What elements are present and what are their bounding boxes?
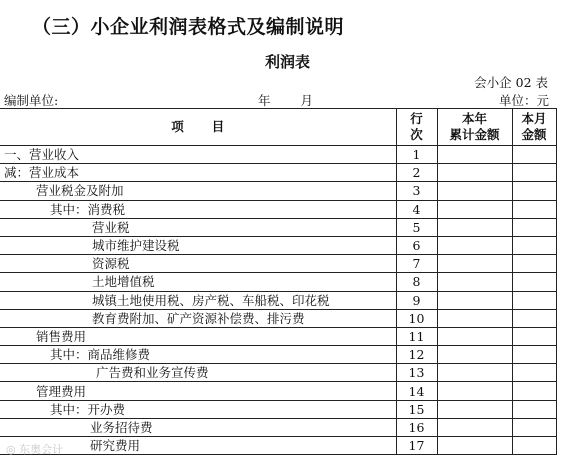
document-heading: （三）小企业利润表格式及编制说明	[32, 16, 345, 38]
header-month-amount	[512, 109, 556, 146]
row-month-amount-cell[interactable]	[512, 382, 556, 400]
table-row	[0, 255, 556, 273]
header-ytd-1: 本年	[461, 111, 487, 126]
row-month-amount-cell[interactable]	[512, 291, 556, 309]
row-month-amount-cell[interactable]	[512, 309, 556, 327]
row-line-number: 17	[396, 437, 437, 455]
row-line-number: 14	[396, 382, 437, 400]
row-ytd-amount-cell[interactable]	[437, 182, 512, 200]
row-item-label: 其中：消费税	[0, 200, 396, 218]
table-header-row	[0, 109, 556, 146]
row-ytd-amount-cell[interactable]	[437, 309, 512, 327]
form-code: 会小企 02 表	[474, 75, 548, 90]
row-ytd-amount-cell[interactable]	[437, 273, 512, 291]
watermark-logo: ◎ 东奥会计	[6, 443, 64, 456]
row-ytd-amount-cell[interactable]	[437, 218, 512, 236]
row-ytd-amount-cell[interactable]	[437, 437, 512, 455]
table-row	[0, 364, 556, 382]
header-ytd-amount	[437, 109, 512, 146]
statement-meta	[4, 91, 549, 107]
row-line-number: 12	[396, 346, 437, 364]
month-label: 月	[300, 93, 314, 108]
row-ytd-amount-cell[interactable]	[437, 327, 512, 345]
row-ytd-amount-cell[interactable]	[437, 364, 512, 382]
row-item-label: 管理费用	[0, 382, 396, 400]
row-month-amount-cell[interactable]	[512, 255, 556, 273]
row-line-number: 6	[396, 236, 437, 254]
row-item-label: 销售费用	[0, 327, 396, 345]
header-line-no-2: 次	[410, 127, 423, 142]
row-month-amount-cell[interactable]	[512, 164, 556, 182]
table-row	[0, 218, 556, 236]
header-item: 项目	[0, 109, 396, 146]
year-label: 年	[258, 93, 271, 108]
row-ytd-amount-cell[interactable]	[437, 146, 512, 164]
row-item-label: 营业税	[0, 218, 396, 236]
row-month-amount-cell[interactable]	[512, 400, 556, 418]
table-row	[0, 382, 556, 400]
table-row	[0, 309, 556, 327]
row-line-number: 16	[396, 418, 437, 436]
row-item-label: 城市维护建设税	[0, 236, 396, 254]
row-line-number: 10	[396, 309, 437, 327]
header-month-2: 金额	[521, 127, 547, 142]
row-line-number: 1	[396, 146, 437, 164]
row-line-number: 11	[396, 327, 437, 345]
row-line-number: 8	[396, 273, 437, 291]
table-row	[0, 146, 556, 164]
period-date	[228, 91, 313, 109]
table-row	[0, 400, 556, 418]
row-line-number: 5	[396, 218, 437, 236]
table-row	[0, 437, 556, 455]
header-ytd-2: 累计金额	[449, 127, 500, 142]
row-item-label: 资源税	[0, 255, 396, 273]
income-statement-table	[0, 108, 557, 455]
row-item-label: 减：营业成本	[0, 164, 396, 182]
row-month-amount-cell[interactable]	[512, 182, 556, 200]
row-line-number: 13	[396, 364, 437, 382]
row-item-label: 广告费和业务宣传费	[0, 364, 396, 382]
header-month-1: 本月	[521, 111, 547, 126]
row-line-number: 4	[396, 200, 437, 218]
row-month-amount-cell[interactable]	[512, 327, 556, 345]
row-ytd-amount-cell[interactable]	[437, 291, 512, 309]
row-item-label: 一、营业收入	[0, 146, 396, 164]
row-ytd-amount-cell[interactable]	[437, 164, 512, 182]
row-item-label: 业务招待费	[0, 418, 396, 436]
row-item-label: 土地增值税	[0, 273, 396, 291]
row-month-amount-cell[interactable]	[512, 236, 556, 254]
row-item-label: 城镇土地使用税、房产税、车船税、印花税	[0, 291, 396, 309]
row-item-label: 其中：商品维修费	[0, 346, 396, 364]
table-row	[0, 200, 556, 218]
row-line-number: 2	[396, 164, 437, 182]
row-ytd-amount-cell[interactable]	[437, 418, 512, 436]
row-month-amount-cell[interactable]	[512, 273, 556, 291]
currency-unit: 单位：元	[498, 93, 549, 108]
row-ytd-amount-cell[interactable]	[437, 236, 512, 254]
header-line-no-1: 行	[410, 111, 423, 126]
row-item-label: 教育费附加、矿产资源补偿费、排污费	[0, 309, 396, 327]
row-ytd-amount-cell[interactable]	[437, 200, 512, 218]
row-ytd-amount-cell[interactable]	[437, 400, 512, 418]
row-month-amount-cell[interactable]	[512, 146, 556, 164]
row-month-amount-cell[interactable]	[512, 346, 556, 364]
table-row	[0, 327, 556, 345]
row-line-number: 15	[396, 400, 437, 418]
row-ytd-amount-cell[interactable]	[437, 382, 512, 400]
row-line-number: 3	[396, 182, 437, 200]
row-month-amount-cell[interactable]	[512, 437, 556, 455]
row-item-label: 研究费用	[0, 437, 396, 455]
row-line-number: 9	[396, 291, 437, 309]
row-ytd-amount-cell[interactable]	[437, 346, 512, 364]
row-month-amount-cell[interactable]	[512, 418, 556, 436]
row-month-amount-cell[interactable]	[512, 218, 556, 236]
row-month-amount-cell[interactable]	[512, 200, 556, 218]
row-item-label: 营业税金及附加	[0, 182, 396, 200]
table-row	[0, 273, 556, 291]
row-line-number: 7	[396, 255, 437, 273]
row-ytd-amount-cell[interactable]	[437, 255, 512, 273]
statement-title: 利润表	[264, 53, 310, 71]
table-row	[0, 164, 556, 182]
table-row	[0, 418, 556, 436]
header-line-no	[396, 109, 437, 146]
table-row	[0, 346, 556, 364]
row-item-label: 其中：开办费	[0, 400, 396, 418]
preparer-unit-label: 编制单位:	[4, 93, 59, 108]
row-month-amount-cell[interactable]	[512, 364, 556, 382]
table-row	[0, 182, 556, 200]
table-row	[0, 236, 556, 254]
table-row	[0, 291, 556, 309]
